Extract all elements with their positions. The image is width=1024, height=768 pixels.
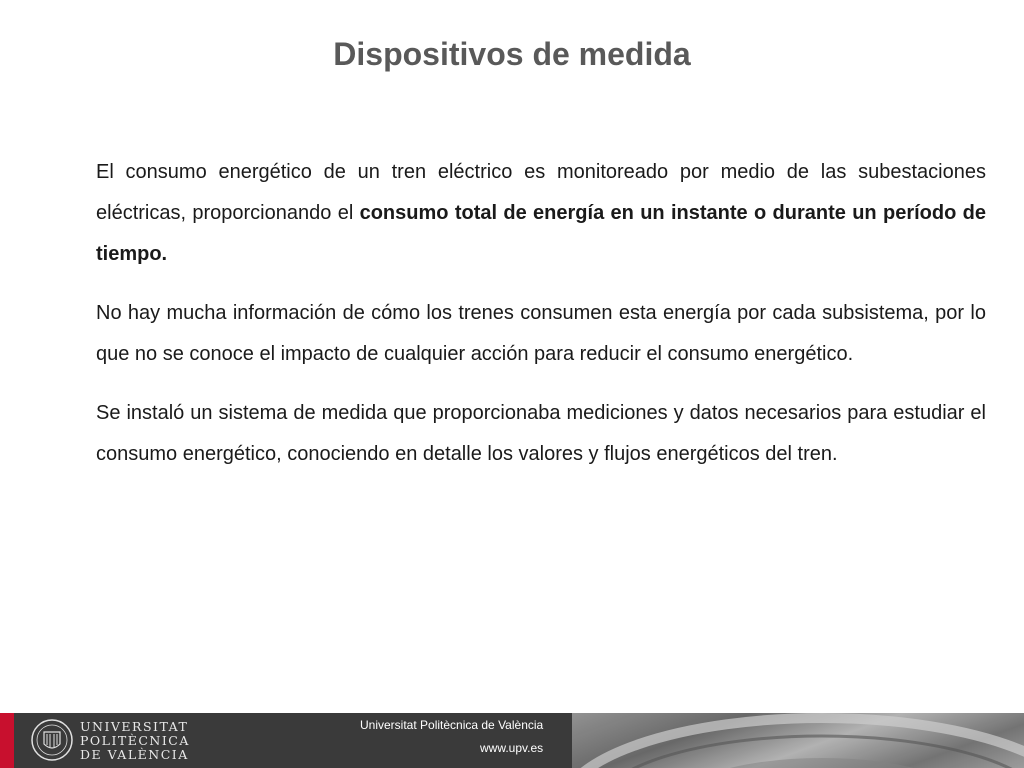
paragraph-1-text: El consumo energético de un tren eléctrico es monitoreado por medio de las subestaciones eléctricas, proporcionando el — [96, 161, 986, 224]
logo-line-2: POLITÈCNICA — [80, 733, 190, 748]
university-logo-text — [80, 720, 190, 762]
seal-photo-illustration — [572, 713, 1024, 768]
paragraph-2: No hay mucha información de cómo los trenes consumen esta energía por cada subsistema, por lo que no se conoce el impacto de cualquier acción para reducir el consumo energético. — [96, 302, 986, 365]
footer-bar — [0, 713, 1024, 768]
paragraph-3: Se instaló un sistema de medida que proporcionaba mediciones y datos necesarios para estudiar el consumo energético, conociendo en detalle los valores y flujos energéticos del tren. — [96, 402, 986, 465]
footer-seal-photo — [572, 713, 1024, 768]
footer-accent-stripe — [0, 713, 14, 768]
footer-website-link[interactable]: www.upv.es — [480, 741, 544, 755]
slide-title: Dispositivos de medida — [333, 36, 691, 72]
footer-university-name: Universitat Politècnica de València — [360, 718, 544, 732]
logo-line-3: DE VALÈNCIA — [80, 747, 189, 762]
paragraph-1-bold: consumo total de energía en un instante o durante un período de tiempo. — [96, 202, 986, 265]
slide-body — [96, 152, 986, 493]
paragraph-1 — [96, 152, 986, 275]
logo-line-1: UNIVERSITAT — [80, 719, 189, 734]
university-seal-icon — [30, 718, 74, 762]
